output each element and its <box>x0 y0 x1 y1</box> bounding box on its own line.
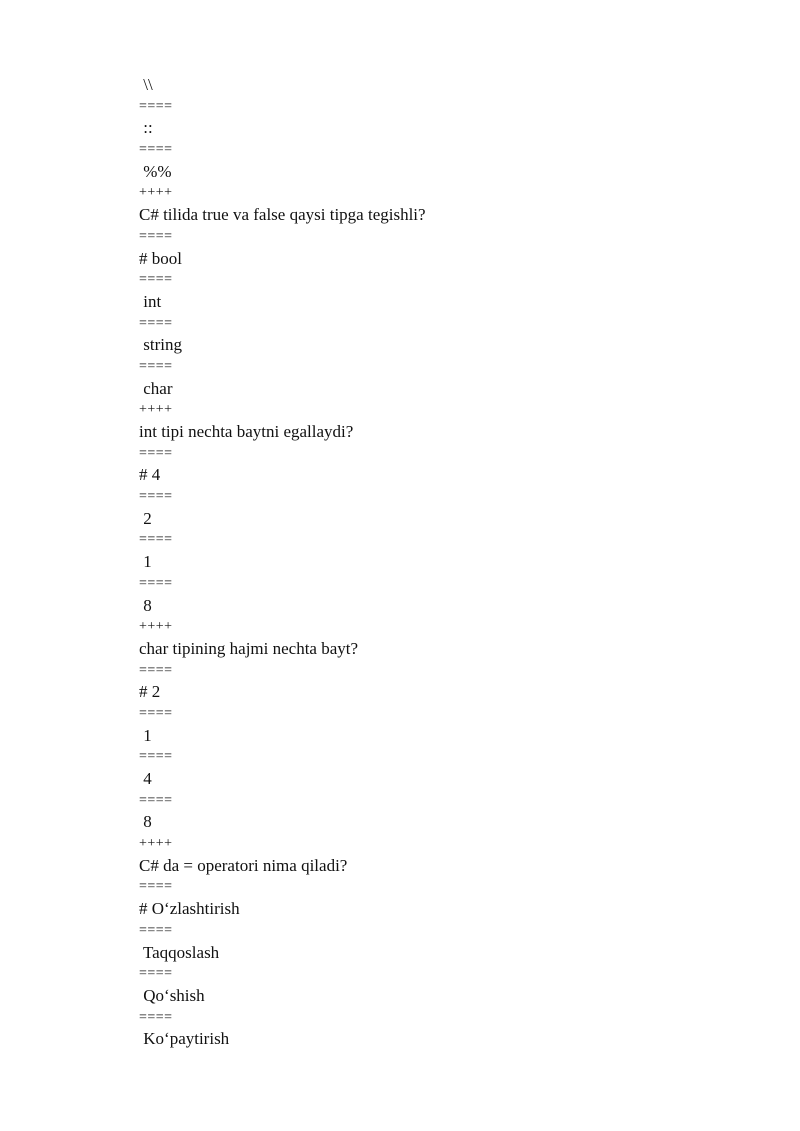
separator-line: ++++ <box>139 619 173 635</box>
answer-option-line: 8 <box>139 595 152 615</box>
separator-line: ==== <box>139 228 173 244</box>
separator-line: ++++ <box>139 185 173 201</box>
question-line: C# tilida true va false qaysi tipga tegishli? <box>139 205 426 225</box>
answer-option-line: \\ <box>139 75 153 94</box>
answer-option-line: %% <box>139 161 172 181</box>
separator-line: ++++ <box>139 836 173 852</box>
separator-line: ==== <box>139 792 173 808</box>
correct-answer-line: # 4 <box>139 465 161 485</box>
separator-line: ==== <box>139 705 173 721</box>
separator-line: ==== <box>139 532 173 548</box>
separator-line: ==== <box>139 922 173 938</box>
correct-answer-line: # 2 <box>139 682 161 702</box>
separator-line: ==== <box>139 749 173 765</box>
answer-option-line: int <box>139 291 162 311</box>
answer-option-line: Taqqoslash <box>139 942 220 962</box>
answer-option-line: string <box>139 335 182 355</box>
answer-option-line: 4 <box>139 769 152 788</box>
separator-line: ==== <box>139 142 173 158</box>
correct-answer-line: # bool <box>139 248 182 268</box>
answer-option-line: char <box>139 378 173 398</box>
separator-line: ==== <box>139 879 173 895</box>
question-line: char tipining hajmi nechta bayt? <box>139 638 359 658</box>
answer-option-line: 1 <box>139 725 152 745</box>
correct-answer-line: # O‘zlashtirish <box>139 899 240 919</box>
separator-line: ==== <box>139 272 173 288</box>
answer-option-line: 2 <box>139 508 152 528</box>
quiz-text-body <box>139 74 426 1050</box>
answer-option-line: 8 <box>139 812 152 832</box>
answer-option-line: :: <box>139 118 153 138</box>
question-line: C# da = operatori nima qiladi? <box>139 855 348 875</box>
separator-line: ==== <box>139 445 173 461</box>
separator-line: ==== <box>139 489 173 505</box>
separator-line: ==== <box>139 966 173 982</box>
separator-line: ==== <box>139 575 173 591</box>
separator-line: ==== <box>139 358 173 374</box>
separator-line: ==== <box>139 98 173 114</box>
separator-line: ==== <box>139 315 173 331</box>
separator-line: ++++ <box>139 402 173 418</box>
answer-option-line: Ko‘paytirish <box>139 1029 230 1049</box>
question-line: int tipi nechta baytni egallaydi? <box>139 422 354 441</box>
answer-option-line: Qo‘shish <box>139 985 205 1005</box>
separator-line: ==== <box>139 1009 173 1025</box>
answer-option-line: 1 <box>139 552 152 572</box>
separator-line: ==== <box>139 662 173 678</box>
